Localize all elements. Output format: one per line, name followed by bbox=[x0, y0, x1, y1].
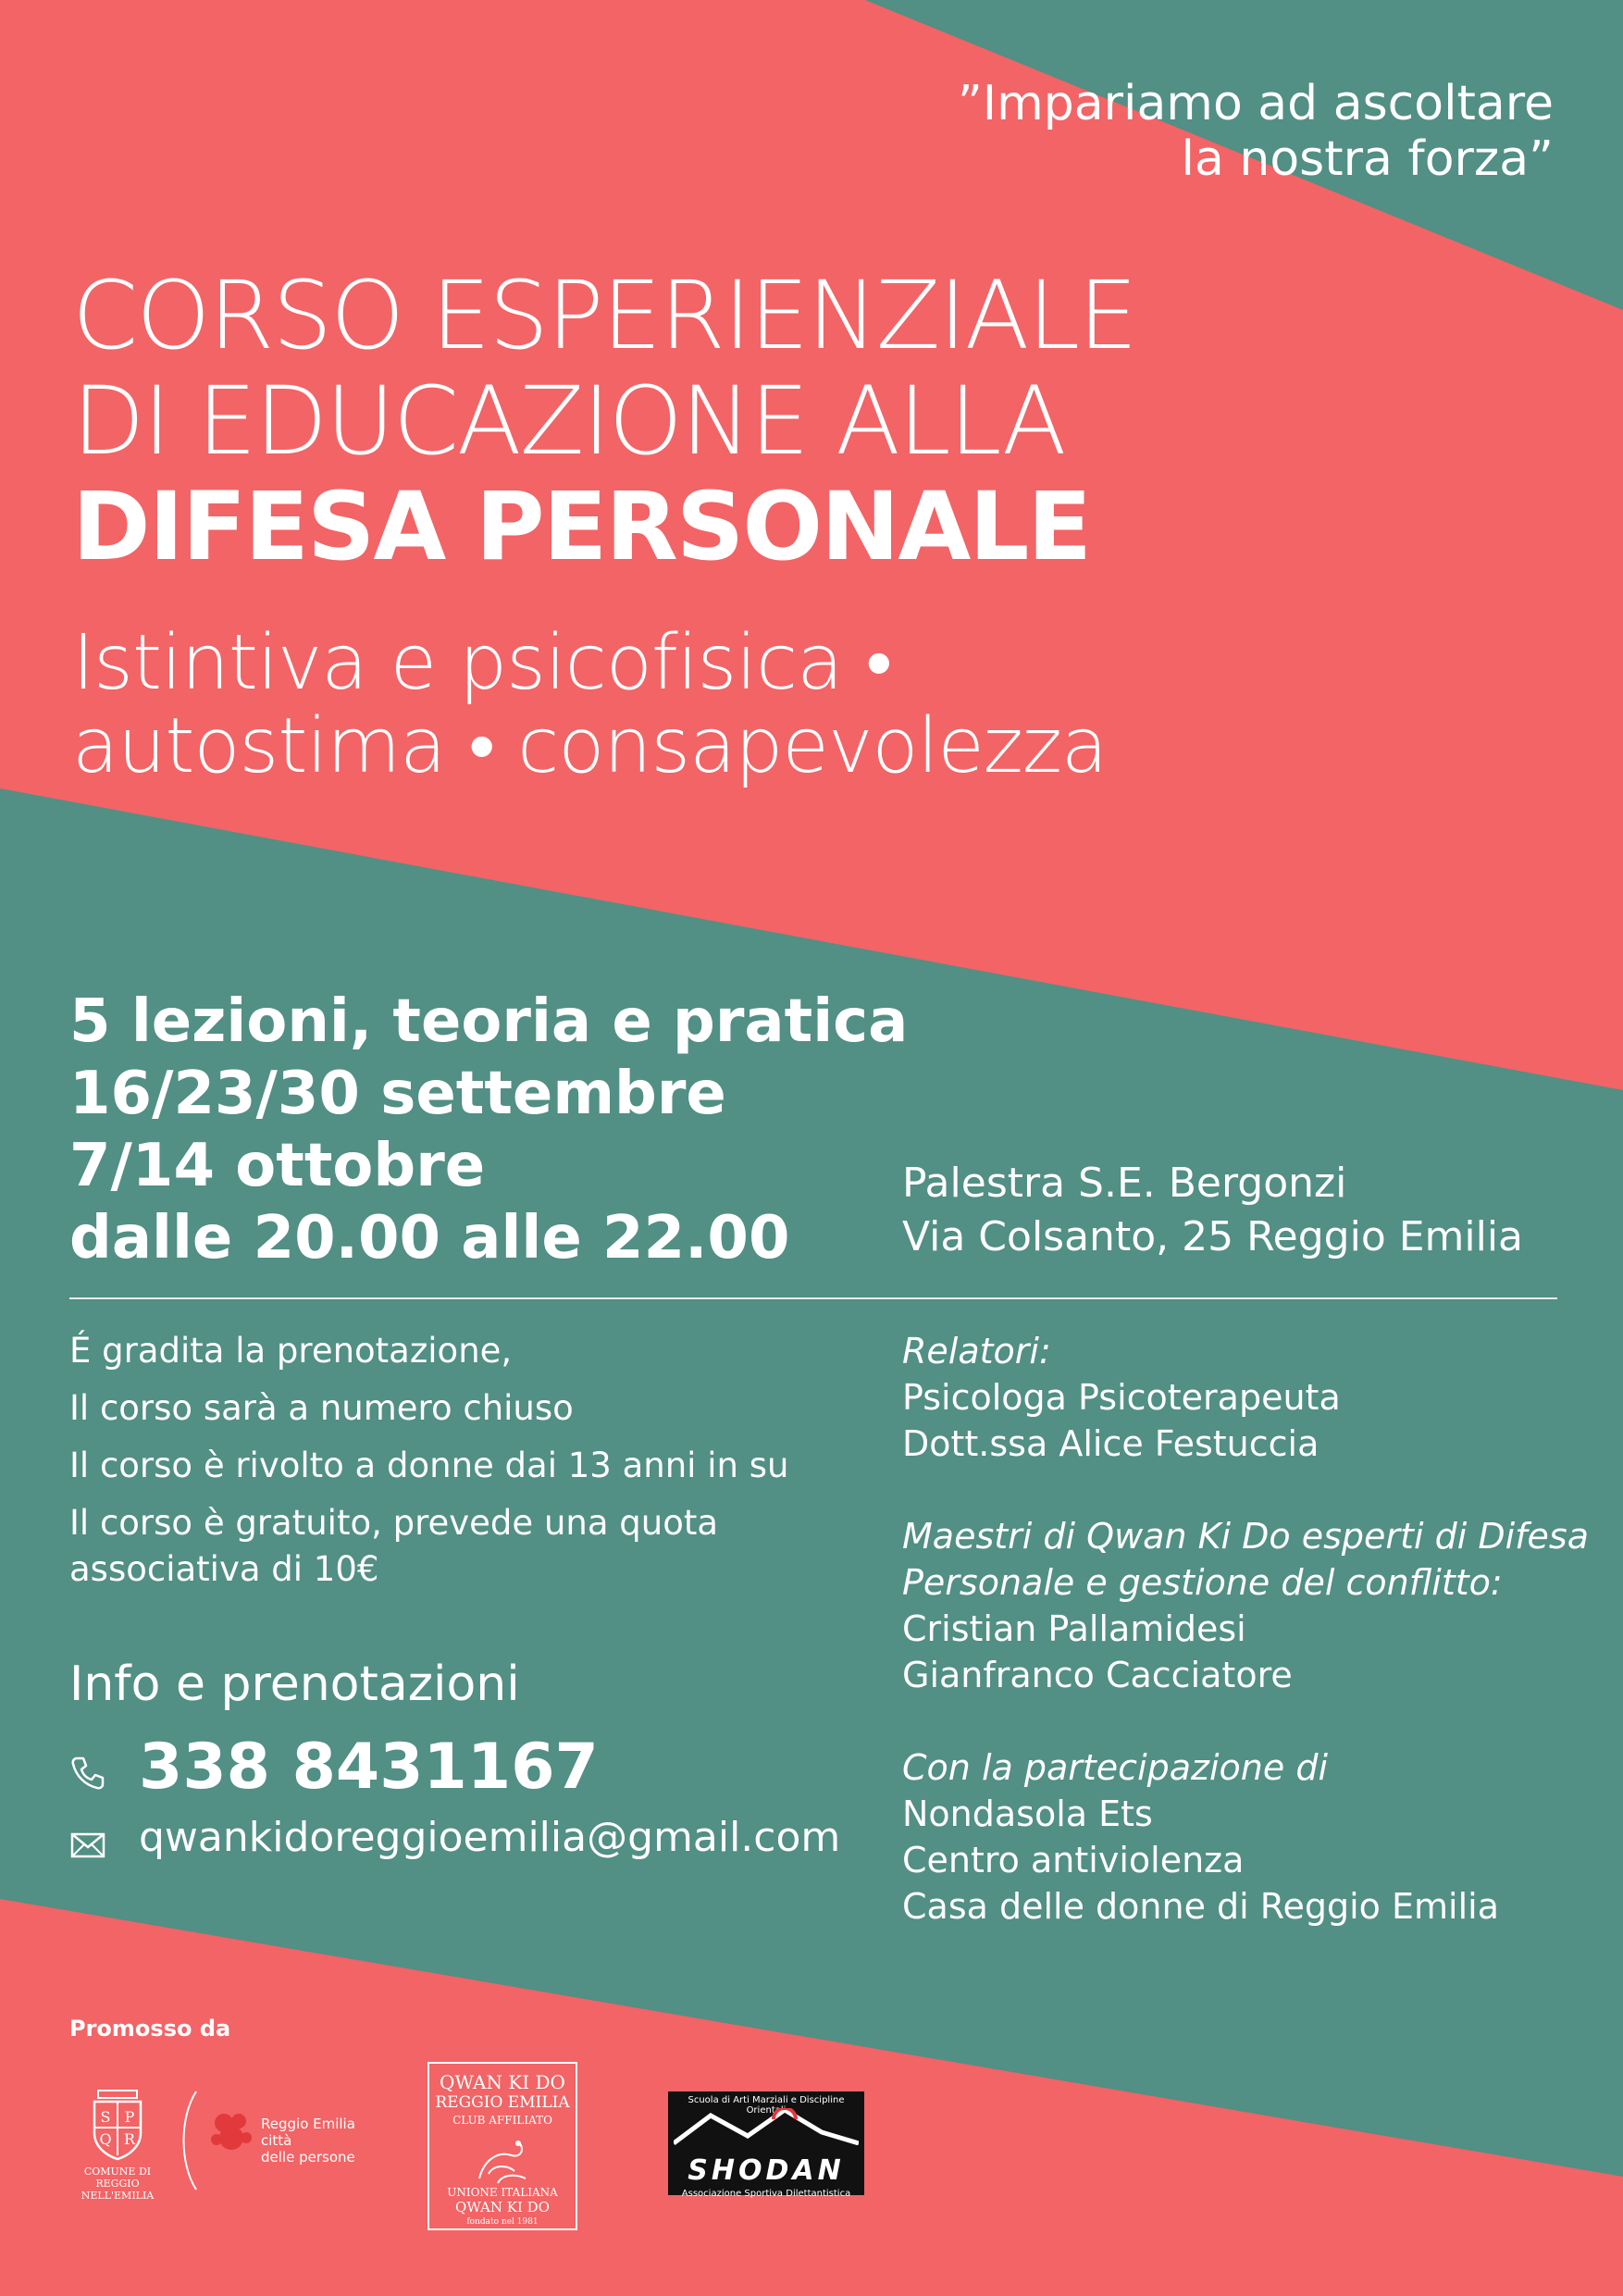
venue-address: Via Colsanto, 25 Reggio Emilia bbox=[902, 1213, 1524, 1260]
speaker-name: Dott.ssa Alice Festuccia bbox=[902, 1423, 1319, 1464]
note-booking: É gradita la prenotazione, bbox=[69, 1331, 513, 1371]
qwan-ki-do-logo: QWAN KI DO REGGIO EMILIA CLUB AFFILIATO UNIONE ITALIANA QWAN KI DO fondato nel 1981 bbox=[427, 2062, 577, 2230]
speakers-label: Relatori: bbox=[902, 1331, 1051, 1371]
schedule-block bbox=[69, 986, 908, 1274]
svg-text:S: S bbox=[100, 2108, 111, 2126]
title-line-1: CORSO ESPERIENZIALE bbox=[72, 261, 1136, 371]
subtitle-line-1: Istintiva e psicofisica • bbox=[72, 619, 892, 707]
comune-line-2: REGGIO NELL'EMILIA bbox=[81, 2178, 155, 2202]
note-limited: Il corso sarà a numero chiuso bbox=[69, 1388, 574, 1428]
email-address[interactable]: qwankidoreggioemilia@gmail.com bbox=[139, 1814, 841, 1861]
poster-title bbox=[72, 261, 1136, 582]
svg-text:P: P bbox=[124, 2108, 135, 2126]
contacts-heading: Info e prenotazioni bbox=[69, 1657, 520, 1712]
logo-separator-arc bbox=[176, 2090, 204, 2191]
masters-label-2: Personale e gestione del conflitto: bbox=[902, 1562, 1503, 1603]
reggio-line-3: delle persone bbox=[261, 2149, 355, 2166]
quote-line-2: la nostra forza” bbox=[1181, 131, 1554, 187]
schedule-time: dalle 20.00 alle 22.00 bbox=[69, 1204, 790, 1272]
venue-block bbox=[902, 1157, 1523, 1264]
section-divider bbox=[69, 1297, 1557, 1299]
course-notes bbox=[69, 1328, 788, 1604]
svg-text:R: R bbox=[123, 2130, 136, 2148]
masters-label-1: Maestri di Qwan Ki Do esperti di Difesa bbox=[902, 1516, 1590, 1557]
mountain-icon bbox=[674, 2108, 859, 2145]
envelope-icon bbox=[69, 1831, 106, 1860]
dragon-icon bbox=[470, 2132, 535, 2188]
quote-line-1: ”Impariamo ad ascoltare bbox=[957, 76, 1554, 131]
schedule-september-dates: 16/23/30 settembre bbox=[69, 1060, 726, 1128]
schedule-lessons: 5 lezioni, teoria e pratica bbox=[69, 987, 909, 1056]
note-audience: Il corso è rivolto a donne dai 13 anni in su bbox=[69, 1446, 789, 1485]
partner-2: Centro antiviolenza bbox=[902, 1840, 1245, 1880]
comune-line-1: COMUNE DI bbox=[83, 2166, 152, 2178]
partner-3: Casa delle donne di Reggio Emilia bbox=[902, 1886, 1499, 1927]
speaker-role: Psicologa Psicoterapeuta bbox=[902, 1377, 1341, 1418]
master-name-1: Cristian Pallamidesi bbox=[902, 1608, 1246, 1649]
venue-name: Palestra S.E. Bergonzi bbox=[902, 1160, 1347, 1207]
promoted-by-label: Promosso da bbox=[69, 2016, 231, 2042]
master-name-2: Gianfranco Cacciatore bbox=[902, 1655, 1293, 1695]
partners-label: Con la partecipazione di bbox=[902, 1747, 1329, 1788]
phone-icon bbox=[69, 1755, 106, 1792]
subtitle-line-2: autostima • consapevolezza bbox=[72, 702, 1108, 790]
coat-of-arms-icon bbox=[85, 2087, 150, 2163]
comune-reggio-emilia-logo bbox=[67, 2087, 168, 2202]
reggio-line-2: città bbox=[261, 2132, 292, 2149]
title-line-2: DI EDUCAZIONE ALLA bbox=[72, 366, 1065, 477]
poster-subtitle bbox=[72, 619, 1108, 790]
poster-quote bbox=[958, 76, 1554, 187]
speakers-block bbox=[902, 1328, 1589, 1930]
reggio-line-1: Reggio Emilia bbox=[261, 2116, 355, 2132]
schedule-october-dates: 7/14 ottobre bbox=[69, 1132, 486, 1200]
title-line-3: DIFESA PERSONALE bbox=[72, 472, 1091, 582]
partner-1: Nondasola Ets bbox=[902, 1793, 1153, 1834]
reggio-emilia-heart-icon bbox=[205, 2103, 259, 2158]
shodan-logo: Scuola di Arti Marziali e Discipline Orientali SHODAN Associazione Sportiva Dilettantistica bbox=[668, 2091, 864, 2195]
svg-text:Q: Q bbox=[99, 2130, 112, 2148]
phone-number[interactable]: 338 8431167 bbox=[139, 1731, 599, 1804]
reggio-citta-persone-logo bbox=[261, 2116, 355, 2166]
note-fee: Il corso è gratuito, prevede una quota associativa di 10€ bbox=[69, 1503, 719, 1589]
